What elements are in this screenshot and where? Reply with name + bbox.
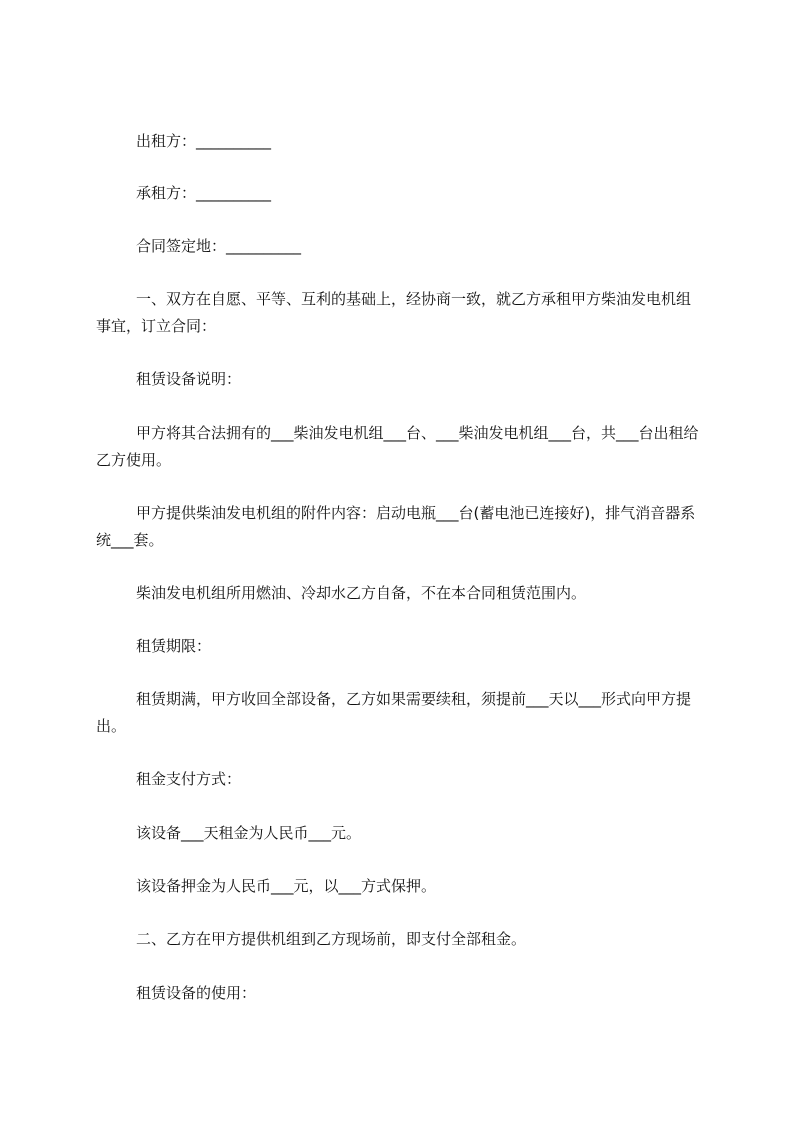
heading-payment: 租金支付方式： — [136, 770, 242, 788]
heading-equipment: 租赁设备说明： — [136, 370, 242, 388]
deposit-paragraph: 该设备押金为人民币___元，以___方式保押。 — [136, 877, 437, 895]
accessories-paragraph: 甲方提供柴油发电机组的附件内容：启动电瓶___台(蓄电池已连接好)，排气消音器系统___套。 — [96, 504, 696, 549]
heading-use: 租赁设备的使用： — [136, 984, 257, 1002]
lessee-line: 承租方：__________ — [136, 184, 272, 202]
signing-place-line: 合同签定地：__________ — [136, 237, 302, 255]
heading-term: 租赁期限： — [136, 637, 212, 655]
fuel-paragraph: 柴油发电机组所用燃油、冷却水乙方自备，不在本合同租赁范围内。 — [136, 584, 587, 602]
lessor-line: 出租方：__________ — [136, 132, 272, 150]
rent-paragraph: 该设备___天租金为人民币___元。 — [136, 824, 362, 842]
clause-1: 一、双方在自愿、平等、互利的基础上，经协商一致，就乙方承租甲方柴油发电机组事宜，订立合同： — [96, 290, 692, 335]
clause-2: 二、乙方在甲方提供机组到乙方现场前，即支付全部租金。 — [136, 930, 527, 948]
term-paragraph: 租赁期满，甲方收回全部设备，乙方如果需要续租，须提前___天以___形式向甲方提出。 — [96, 690, 692, 735]
equipment-paragraph: 甲方将其合法拥有的___柴油发电机组___台、___柴油发电机组___台，共___台出租给乙方使用。 — [96, 424, 699, 469]
